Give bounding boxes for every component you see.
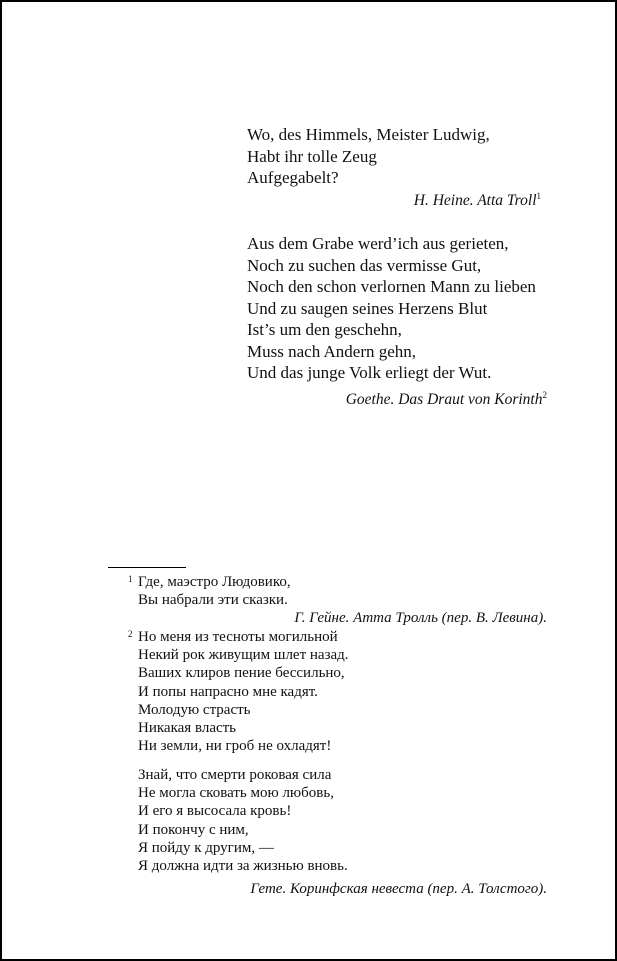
footnote-attribution: Гете. Коринфская невеста (пер. А. Толстого).: [250, 881, 547, 897]
footnote-line: Молодую страсть: [138, 701, 251, 718]
footnote-line: Не могла сковать мою любовь,: [138, 785, 334, 802]
footnote-separator: [108, 567, 186, 568]
epigraph-heine: [247, 124, 490, 189]
verse-line: Ist’s um den geschehn,: [247, 320, 402, 339]
verse-line: Wo, des Himmels, Meister Ludwig,: [247, 125, 490, 144]
verse-line: Aufgegabelt?: [247, 168, 339, 187]
footnote-line: Знай, что смерти роковая сила: [138, 767, 332, 783]
footnote-line: Но меня из тесноты могильной: [138, 629, 338, 645]
footnote-marker: 2: [542, 390, 547, 400]
epigraph-attribution: [414, 191, 541, 210]
verse-line: Und das junge Volk erliegt der Wut.: [247, 363, 492, 382]
verse-line: Noch den schon verlornen Mann zu lieben: [247, 277, 536, 296]
footnote-attribution: Г. Гейне. Атта Тролль (пер. В. Левина).: [294, 610, 547, 626]
epigraph-attribution: [346, 390, 547, 409]
footnote-number: 2: [128, 629, 133, 639]
footnote-line: Я пойду к другим, —: [138, 839, 274, 856]
verse-line: Noch zu suchen das vermisse Gut,: [247, 255, 482, 275]
attribution-text: H. Heine. Atta Troll: [413, 192, 537, 209]
footnote-line: Я должна идти за жизнью вновь.: [138, 858, 348, 875]
footnote-2: [128, 628, 349, 755]
footnote-number: 1: [128, 574, 133, 584]
attribution-text: Goethe. Das Draut von Korinth: [345, 391, 543, 408]
verse-line: Habt ihr tolle Zeug: [247, 146, 377, 166]
footnote-line: Ваших клиров пение бессильно,: [138, 665, 345, 682]
footnote-line: Никакая власть: [138, 720, 237, 737]
footnote-marker: 1: [536, 191, 541, 201]
epigraph-goethe: [247, 233, 536, 384]
verse-line: Und zu saugen seines Herzens Blut: [247, 298, 488, 318]
verse-line: Aus dem Grabe werd’ich aus gerieten,: [247, 234, 509, 253]
footnote-1: [128, 573, 291, 609]
footnote-2-stanza-2: [138, 766, 348, 875]
footnote-line: Некий рок живущим шлет назад.: [138, 647, 349, 664]
footnote-line: Где, маэстро Людовико,: [138, 574, 291, 590]
footnote-line: Вы набрали эти сказки.: [138, 592, 288, 609]
verse-line: Muss nach Andern gehn,: [247, 341, 417, 361]
footnote-line: Ни земли, ни гроб не охладят!: [138, 738, 332, 755]
footnote-line: И попы напрасно мне кадят.: [138, 683, 318, 700]
footnote-line: И его я высосала кровь!: [138, 803, 292, 820]
footnote-line: И покончу с ним,: [138, 821, 249, 838]
